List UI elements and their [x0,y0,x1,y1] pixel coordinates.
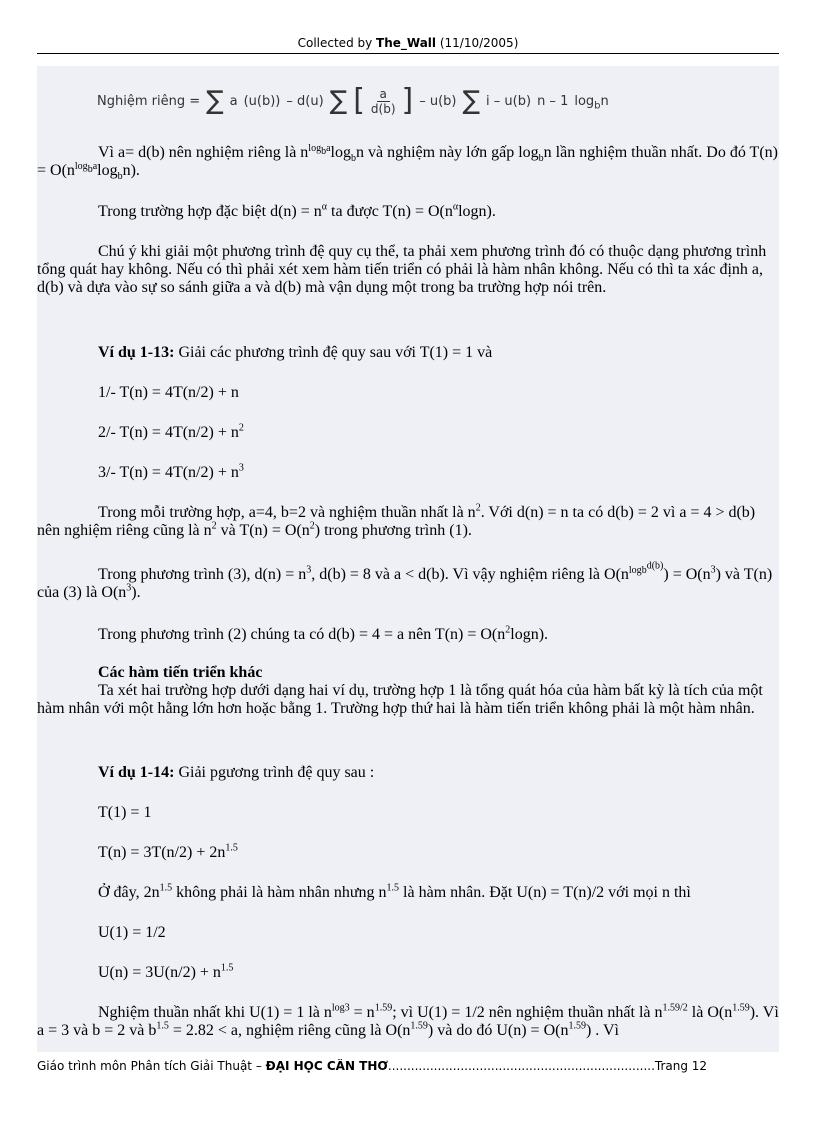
equation-2: 2/- $T(n) = 4T(n/2) + n^2$ [98,422,244,441]
paragraph-7: Ở đây, $2n^{1.5}$ không phải là hàm nhân nhưng $n^{1.5}$ là hàm nhân. Đặt U(n) = T(n)/2 với mọi n thì [98,882,691,901]
formula-p6: $\log_bn$ [574,93,609,112]
example-1-13: Ví dụ 1-13: Giải các phương trình đệ quy sau với T(1) = 1 và [98,344,493,361]
example-1-14-label: Ví dụ 1-14: [98,764,175,781]
header-prefix: Collected by [297,36,377,50]
section-title: Các hàm tiến triển khác [98,664,263,681]
formula-lhs: Nghiệm riêng = [97,93,201,109]
formula-p5: n – 1 [537,93,569,109]
fraction-numerator: a [377,87,390,102]
page-content [37,66,779,1052]
formula-image [97,78,717,124]
page-header [0,36,816,50]
sum-symbol-3: ∑ [462,86,481,116]
paragraph-8: Nghiệm thuần nhất khi U(1) = 1 là $n^{log3} = n^{1.59}$; vì U(1) = 1/2 nên nghiệm thuần nhất là $n^{1.59/2}$ là $O(n^{1.59})$. Vì a = 3 và b = 2 và $b^{1.5} = 2.82 < a$, nghiệm riêng cũng là $O(n^{1.59})$ và do đó $U(n) = O(n^{1.59})$ . Vì [37,1002,779,1039]
bracket-close: ] [401,83,414,118]
paragraph-6: Trong phương trình (2) chúng ta có d(b) = 4 = a nên $T(n) = O(n^2\log n)$. [98,624,549,643]
formula-p3: – u(b) [419,93,457,109]
footer-university: ĐẠI HỌC CẦN THƠ [265,1059,388,1073]
paragraph-5: Trong phương trình (3), $d(n) = n^3$, d(b) = 8 và a < d(b). Vì vậy nghiệm riêng là $O(n^{logb^{d(b)}}) = O(n^3)$ và T(n) của (3) là $O(n^3)$. [37,560,773,601]
formula-p1: a [229,93,238,109]
paragraph-4: Trong mỗi trường hợp, a=4, b=2 và nghiệm thuần nhất là $n^2$. Với d(n) = n ta có d(b) = 2 vì a = 4 > d(b) nên nghiệm riêng cũng là $n^2$ và $T(n) = O(n^2)$ trong phương trình (1). [37,502,756,539]
page-footer [37,1059,779,1073]
footer-text: Giáo trình môn Phân tích Giải Thuật – [37,1059,266,1073]
header-rule [37,53,779,54]
equation-t1: T(1) = 1 [98,804,152,821]
paragraph-3: Chú ý khi giải một phương trình đệ quy cụ thể, ta phải xem phương trình đó có thuộc dạng phương trình tổng quát hay không. Nếu có thì phải xét xem hàm tiến triển có phải là hàm nhân không. Nếu có thì ta xác định a, d(b) và dựa vào sự so sánh giữa a và d(b) mà vận dụng một trong ba trường hợp nói trên. [37,243,767,296]
paragraph-1: Vì a= d(b) nên nghiệm riêng là $n^{log_ba}\log_bn$ và nghiệm này lớn gấp $\log_bn$ lần nghiệm thuần nhất. Do đó $T(n) = O(n^{log_ba}\log_bn)$. [37,142,778,183]
formula-p1b: (u(b)) [243,93,281,109]
example-1-13-label: Ví dụ 1-13: [98,344,175,361]
formula-p4: i – u(b) [486,93,532,109]
sum-symbol-2: ∑ [329,86,348,116]
equation-1: 1/- T(n) = 4T(n/2) + n [98,384,239,401]
example-1-14: Ví dụ 1-14: Giải pgương trình đệ quy sau : [98,764,375,781]
equation-3: 3/- $T(n) = 4T(n/2) + n^3$ [98,462,244,481]
formula-fraction [371,87,396,116]
section-body: Ta xét hai trường hợp dưới dạng hai ví dụ, trường hợp 1 là tổng quát hóa của hàm bất kỳ là tích của một hàm nhân với một hằng lớn hơn hoặc bằng 1. Trường hợp thứ hai là hàm tiến triển không phải là một hàm nhân. [37,682,763,717]
footer-page-number: Trang 12 [654,1059,708,1073]
fraction-denominator: d(b) [370,101,396,116]
header-author: The_Wall [376,36,437,50]
paragraph-2: Trong trường hợp đặc biệt $d(n) = n^\alpha$ ta được $T(n) = O(n^\alpha\log n)$. [98,201,496,220]
bracket-open: [ [353,83,365,118]
equation-u2: $U(n) = 3U(n/2) + n^{1.5}$ [98,962,234,981]
equation-u1: U(1) = 1/2 [98,924,166,941]
header-date: (11/10/2005) [436,36,519,50]
footer-dots: ...................................................................... [387,1059,655,1073]
equation-t2: $T(n) = 3T(n/2) + 2n^{1.5}$ [98,842,238,861]
sum-symbol-1: ∑ [206,86,224,116]
formula-p2: – d(u) [286,93,324,109]
